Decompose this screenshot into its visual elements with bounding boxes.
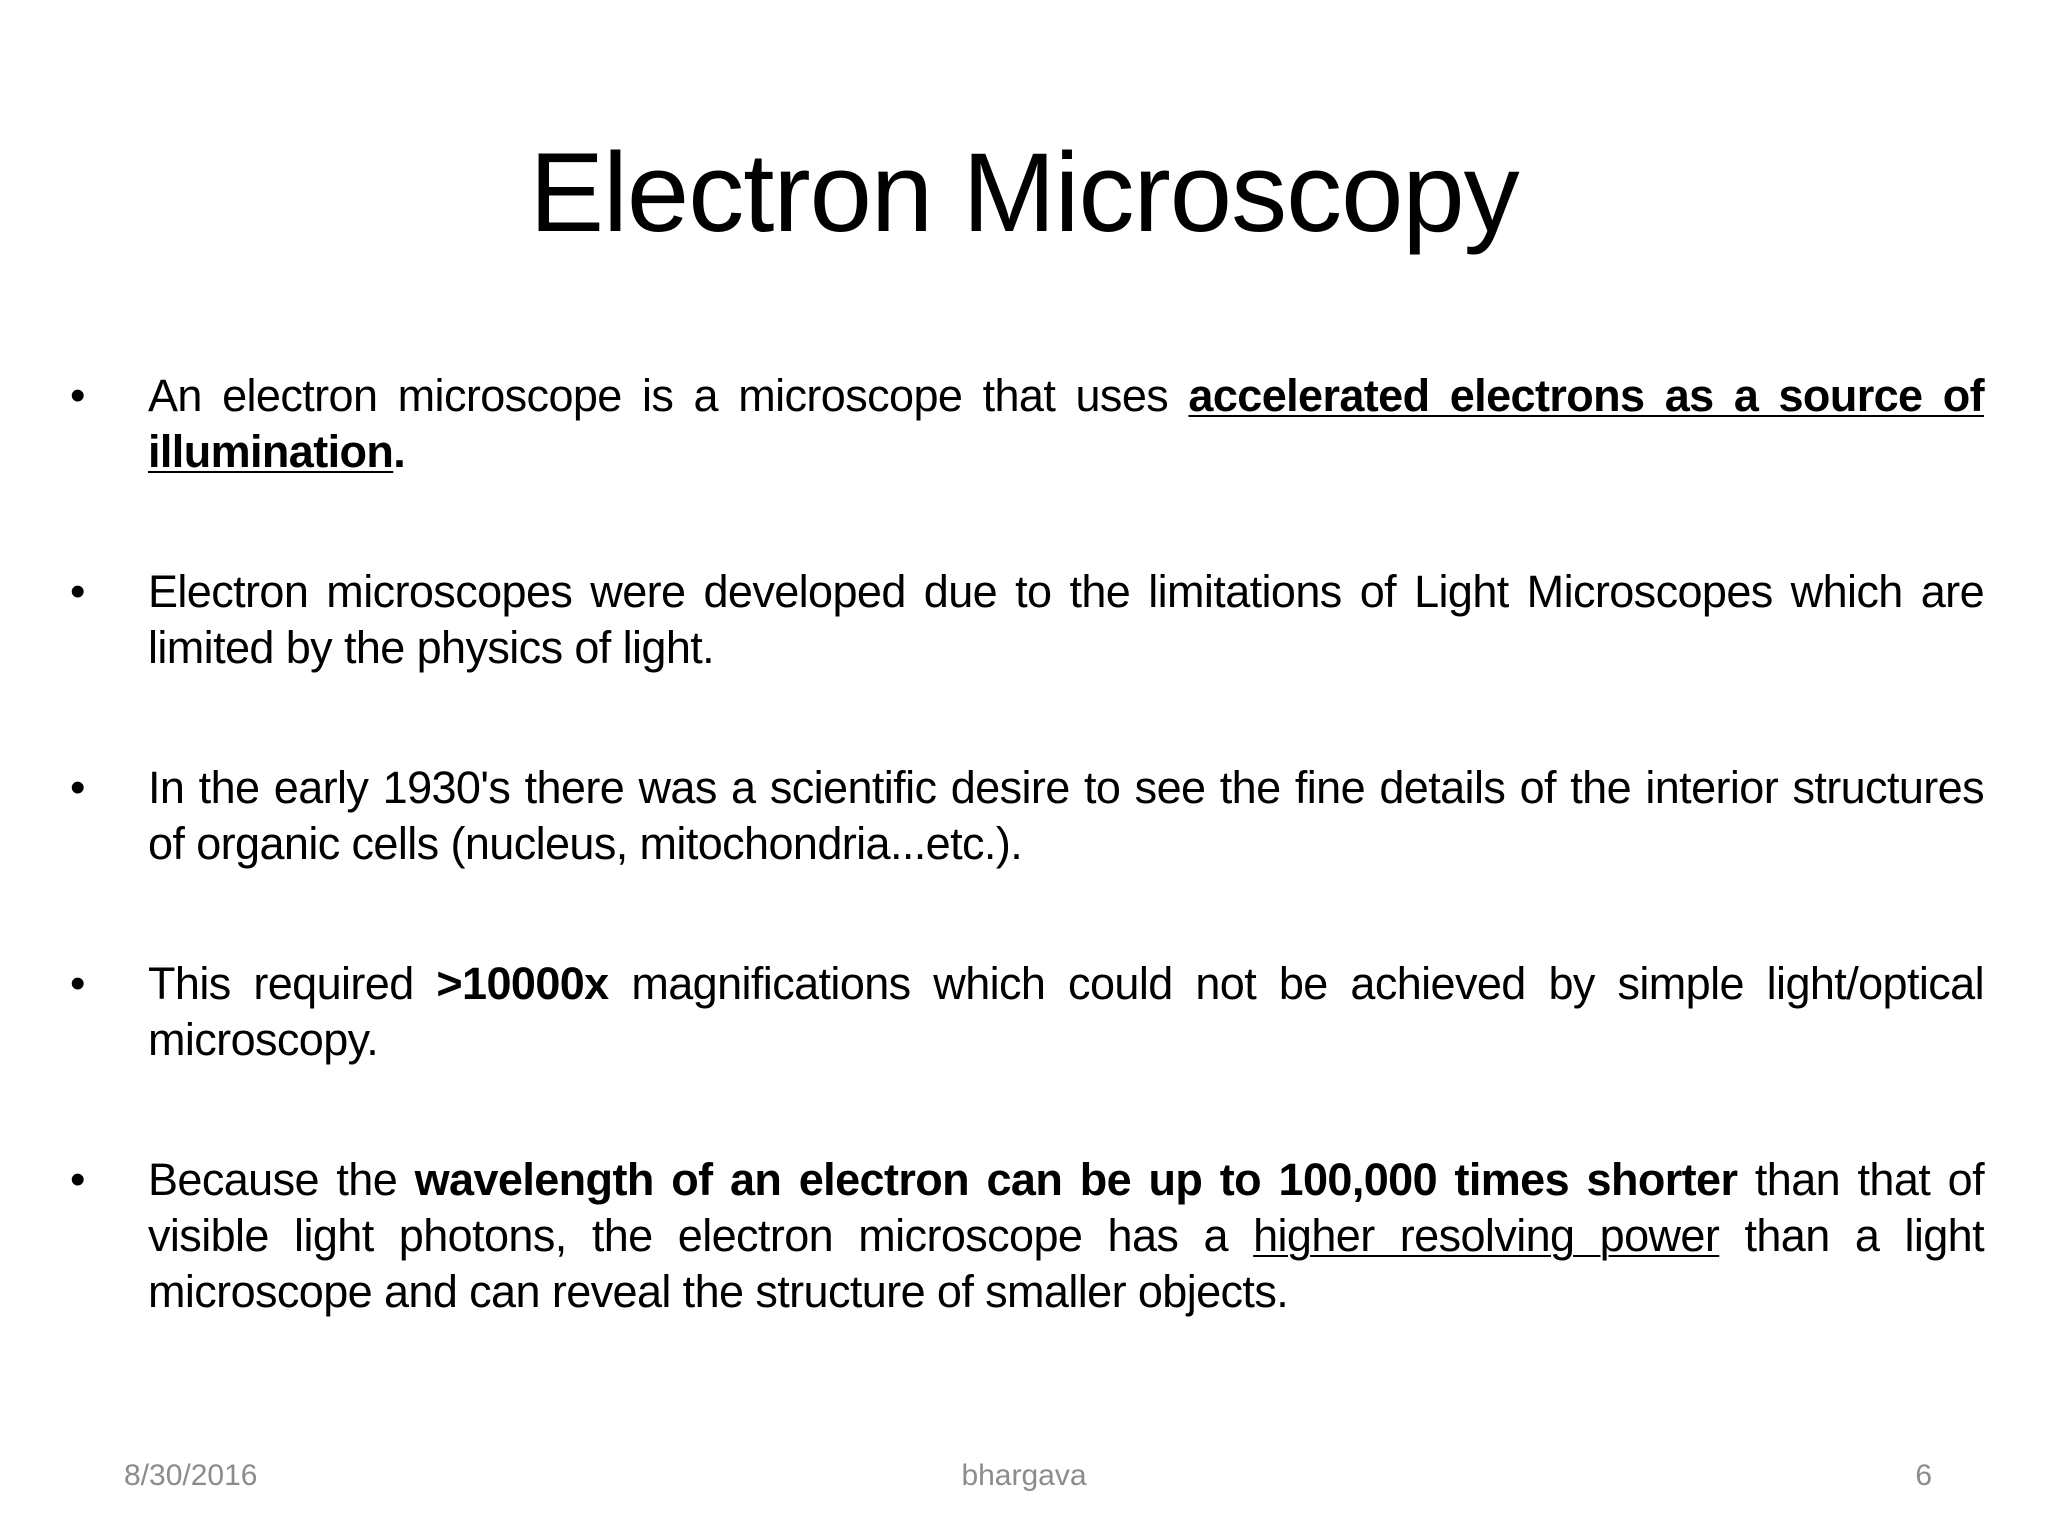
emphasis-text: >10000x (436, 958, 609, 1009)
text-run: In the early 1930's there was a scientific desire to see the fine details of the interior structures of organic cells (nucleus, mitochondria...etc.). (148, 762, 1984, 869)
footer-date: 8/30/2016 (124, 1459, 258, 1492)
bullet-icon: • (70, 1155, 86, 1204)
bullet-item (0, 1152, 2048, 1320)
text-run: Electron microscopes were developed due to the limitations of Light Microscopes which are limited by the physics of light. (148, 566, 1984, 673)
text-run: An electron microscope is a microscope that uses (148, 370, 1189, 421)
bullet-item (0, 564, 2048, 676)
bullet-item (0, 368, 2048, 480)
text-run: magnifications which could not be achieved by simple light/optical microscopy. (148, 958, 1984, 1065)
bullet-item (0, 956, 2048, 1068)
bullet-icon: • (70, 567, 86, 616)
text-run: than a light microscope and can reveal the structure of smaller objects. (148, 1210, 1984, 1317)
emphasis-text: higher resolving power (1253, 1210, 1720, 1261)
text-run: . (393, 426, 406, 477)
bullet-text (148, 368, 1984, 480)
emphasis-text: wavelength of an electron can be up to 100,000 times shorter (414, 1154, 1738, 1205)
emphasis-text: accelerated electrons as a source of illumination (148, 370, 1985, 477)
bullet-text (148, 1152, 1984, 1320)
footer-author: bhargava (961, 1459, 1087, 1492)
footer-page-number: 6 (1915, 1459, 1932, 1492)
bullet-icon: • (70, 763, 86, 812)
bullet-text (148, 564, 1984, 676)
bullet-icon: • (70, 959, 86, 1008)
bullet-list (0, 368, 2048, 1404)
text-run: This required (148, 958, 437, 1009)
slide-title: Electron Microscopy (529, 130, 1519, 255)
text-run: Because the (148, 1154, 415, 1205)
bullet-item (0, 760, 2048, 872)
bullet-icon: • (70, 371, 86, 420)
text-run: than that of visible light photons, the electron microscope has a (148, 1154, 1984, 1261)
bullet-text (148, 956, 1984, 1068)
bullet-text (148, 760, 1984, 872)
